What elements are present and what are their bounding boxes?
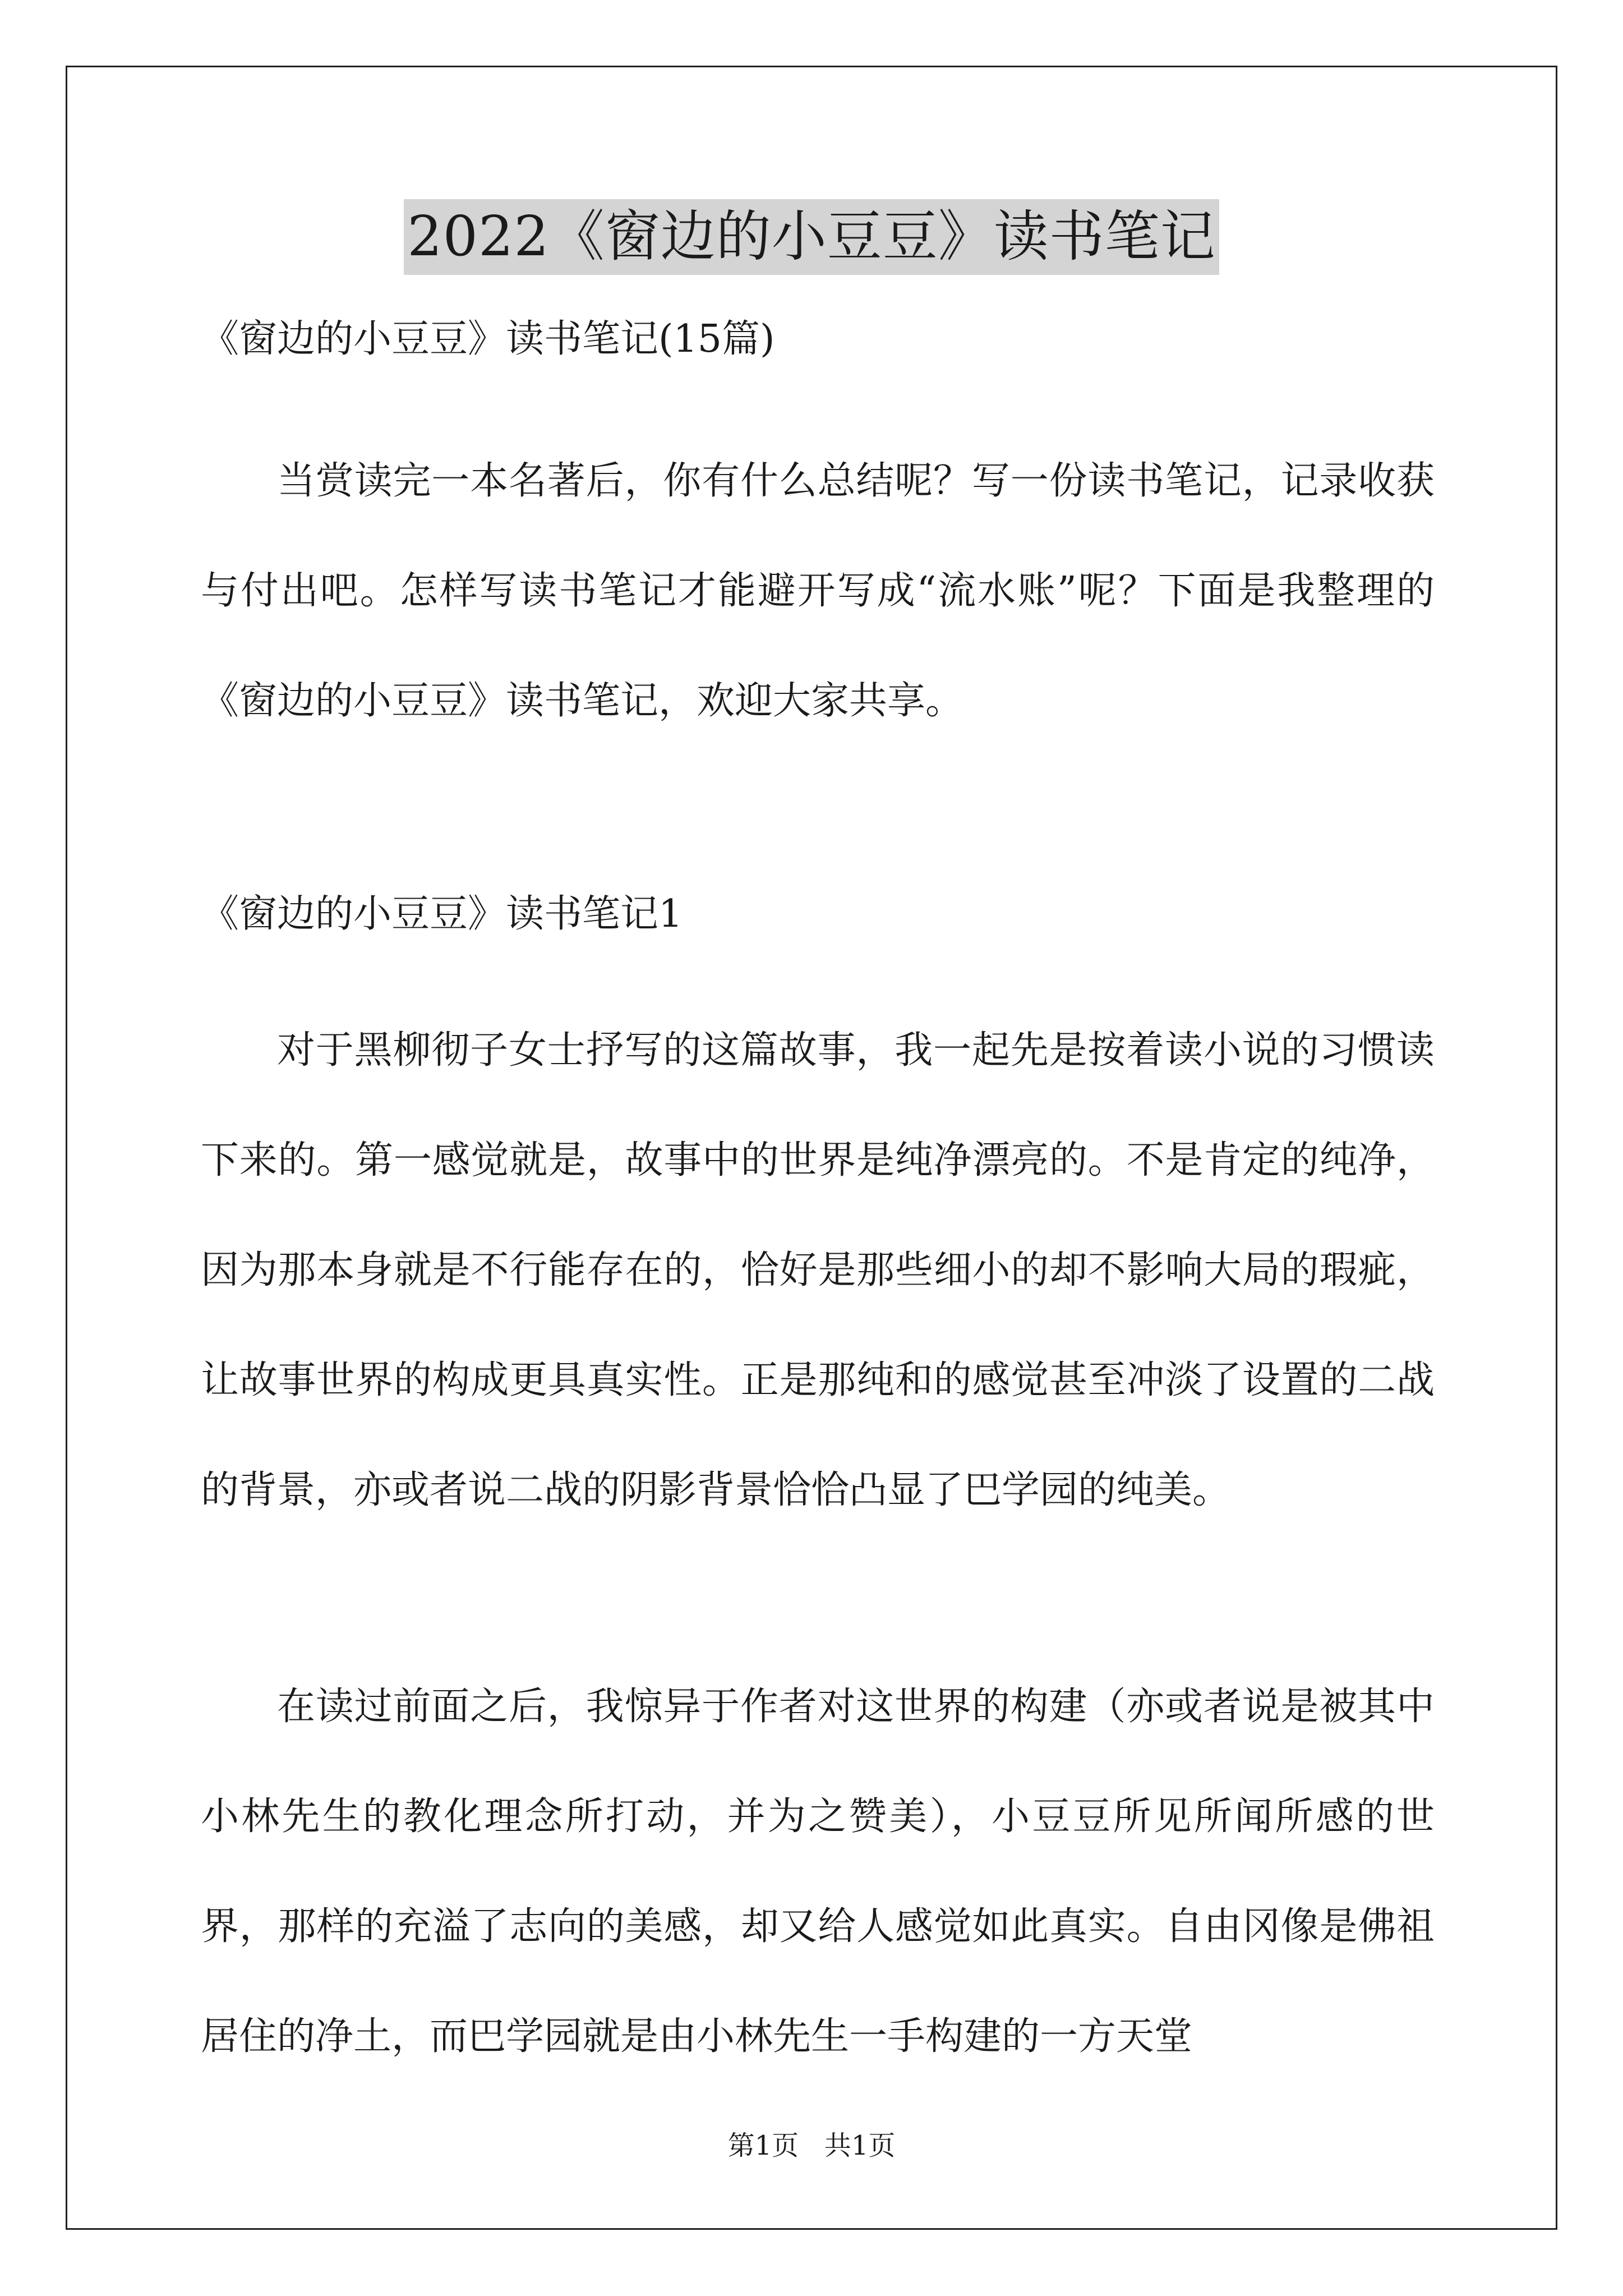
page-footer: 第1页 共1页 — [727, 2130, 896, 2161]
document-title: 2022《窗边的小豆豆》读书笔记 — [404, 199, 1219, 275]
body-paragraph-2: 在读过前面之后，我惊异于作者对这世界的构建（亦或者说是被其中小林先生的教化理念所打动，并为之赞美），小豆豆所见所闻所感的世界，那样的充溢了志向的美感，却又给人感觉如此真实。自由冈像是佛祖居住的净土，而巴学园就是由小林先生一手构建的一方天堂 — [201, 1685, 1435, 2059]
title-container — [0, 199, 1623, 275]
body-paragraph-1: 对于黑柳彻子女士抒写的这篇故事，我一起先是按着读小说的习惯读下来的。第一感觉就是，故事中的世界是纯净漂亮的。不是肯定的纯净，因为那本身就是不行能存在的，恰好是那些细小的却不影响大局的瑕疵，让故事世界的构成更具真实性。正是那纯和的感觉甚至冲淡了设置的二战的背景，亦或者说二战的阴影背景恰恰凸显了巴学园的纯美。 — [201, 1028, 1435, 1512]
document-subtitle: 《窗边的小豆豆》读书笔记(15篇) — [201, 317, 775, 361]
section-heading: 《窗边的小豆豆》读书笔记1 — [201, 892, 683, 936]
intro-paragraph: 当赏读完一本名著后，你有什么总结呢？写一份读书笔记，记录收获与付出吧。怎样写读书笔记才能避开写成“流水账”呢？下面是我整理的《窗边的小豆豆》读书笔记，欢迎大家共享。 — [201, 459, 1435, 723]
